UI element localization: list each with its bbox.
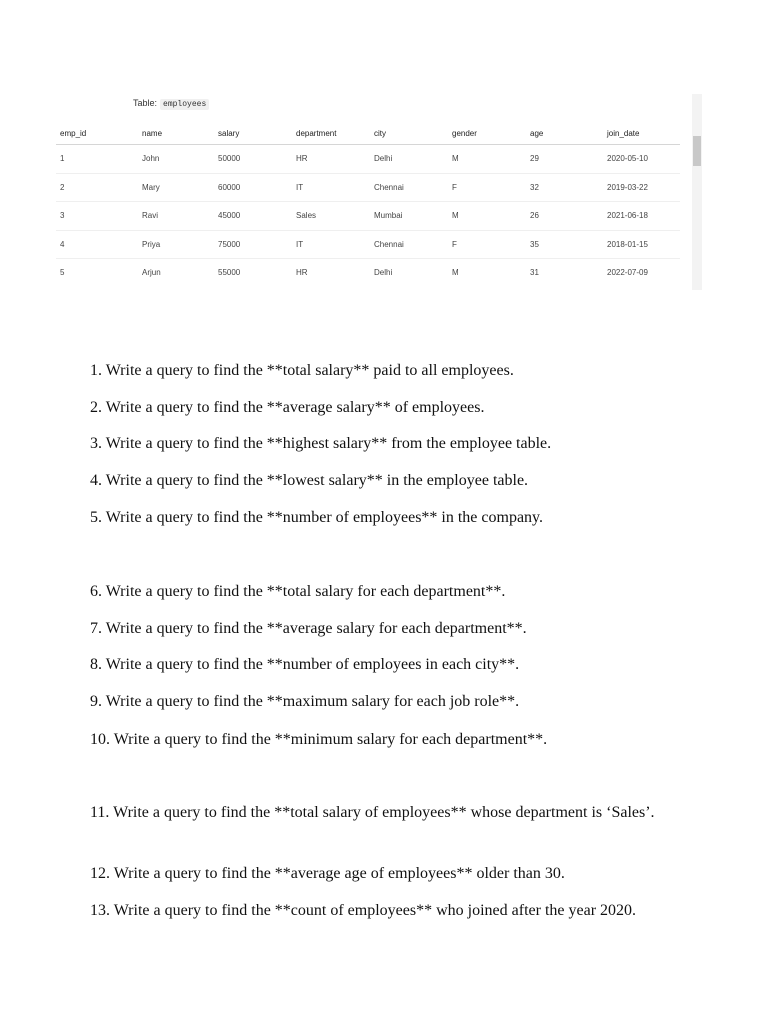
question-item: 3. Write a query to find the **highest salary** from the employee table.	[90, 435, 552, 452]
table-cell: 1	[56, 145, 138, 174]
table-cell: 4	[56, 230, 138, 259]
table-cell: HR	[296, 268, 308, 278]
question-item: 11. Write a query to find the **total salary of employees** whose department is ‘Sales’.	[90, 804, 655, 821]
table-cell: 55000	[218, 268, 241, 278]
table-cell: 29	[526, 145, 603, 174]
column-header: emp_id	[56, 122, 138, 145]
table-cell: 45000	[214, 202, 292, 231]
question-item: 7. Write a query to find the **average salary for each department**.	[90, 620, 527, 637]
table-cell: 2020-05-10	[603, 145, 680, 174]
table-name: employees	[160, 99, 209, 110]
column-header: join_date	[603, 122, 680, 145]
table-scrollbar[interactable]	[692, 94, 702, 290]
table-row	[56, 230, 680, 259]
table-cell: Chennai	[370, 173, 448, 202]
table-cell: 26	[526, 202, 603, 231]
table-cell: Priya	[138, 230, 214, 259]
employees-table-panel	[0, 90, 702, 290]
question-item: 4. Write a query to find the **lowest salary** in the employee table.	[90, 472, 529, 489]
table-cell: M	[452, 268, 459, 278]
table-caption-label: Table:	[133, 98, 158, 108]
table-cell: 2021-06-18	[603, 202, 680, 231]
table-caption	[133, 98, 209, 109]
question-item: 6. Write a query to find the **total salary for each department**.	[90, 583, 506, 600]
table-cell: IT	[292, 230, 370, 259]
table-row	[56, 173, 680, 202]
table-cell: 35	[526, 230, 603, 259]
scrollbar-thumb[interactable]	[693, 136, 701, 166]
table-cell: 75000	[214, 230, 292, 259]
table-cell: Delhi	[374, 268, 393, 278]
column-header: age	[526, 122, 603, 145]
question-item: 2. Write a query to find the **average salary** of employees.	[90, 399, 485, 416]
question-item: 12. Write a query to find the **average age of employees** older than 30.	[90, 865, 565, 882]
question-item: 9. Write a query to find the **maximum salary for each job role**.	[90, 693, 520, 710]
question-item: 1. Write a query to find the **total salary** paid to all employees.	[90, 362, 514, 379]
column-header: salary	[214, 122, 292, 145]
table-row	[56, 202, 680, 231]
table-cell: 31	[530, 268, 539, 278]
table-row	[56, 259, 680, 287]
table-cell: John	[138, 145, 214, 174]
column-header: department	[292, 122, 370, 145]
table-cell: 2018-01-15	[603, 230, 680, 259]
table-cell: Mumbai	[370, 202, 448, 231]
employees-table	[56, 122, 680, 287]
table-cell: 2022-07-09	[607, 268, 648, 278]
table-cell: 32	[526, 173, 603, 202]
table-cell: Mary	[138, 173, 214, 202]
column-header: gender	[448, 122, 526, 145]
question-item: 13. Write a query to find the **count of employees** who joined after the year 2020.	[90, 902, 637, 919]
table-cell: M	[448, 145, 526, 174]
table-cell: Ravi	[138, 202, 214, 231]
question-item: 10. Write a query to find the **minimum salary for each department**.	[90, 731, 548, 748]
question-item: 5. Write a query to find the **number of employees** in the company.	[90, 509, 544, 526]
table-cell: 60000	[214, 173, 292, 202]
question-item: 8. Write a query to find the **number of employees in each city**.	[90, 656, 520, 673]
table-cell: 50000	[214, 145, 292, 174]
table-cell: Chennai	[370, 230, 448, 259]
table-cell: 2	[56, 173, 138, 202]
table-cell: Arjun	[142, 268, 161, 278]
table-header-row	[56, 122, 680, 145]
table-cell: 3	[56, 202, 138, 231]
column-header: city	[370, 122, 448, 145]
table-cell: HR	[292, 145, 370, 174]
table-cell: 2019-03-22	[603, 173, 680, 202]
table-cell: 5	[60, 268, 65, 278]
table-cell: Sales	[292, 202, 370, 231]
table-cell: M	[448, 202, 526, 231]
table-cell: Delhi	[370, 145, 448, 174]
table-cell: IT	[292, 173, 370, 202]
table-cell: F	[448, 230, 526, 259]
table-cell: F	[448, 173, 526, 202]
table-row	[56, 145, 680, 174]
column-header: name	[138, 122, 214, 145]
